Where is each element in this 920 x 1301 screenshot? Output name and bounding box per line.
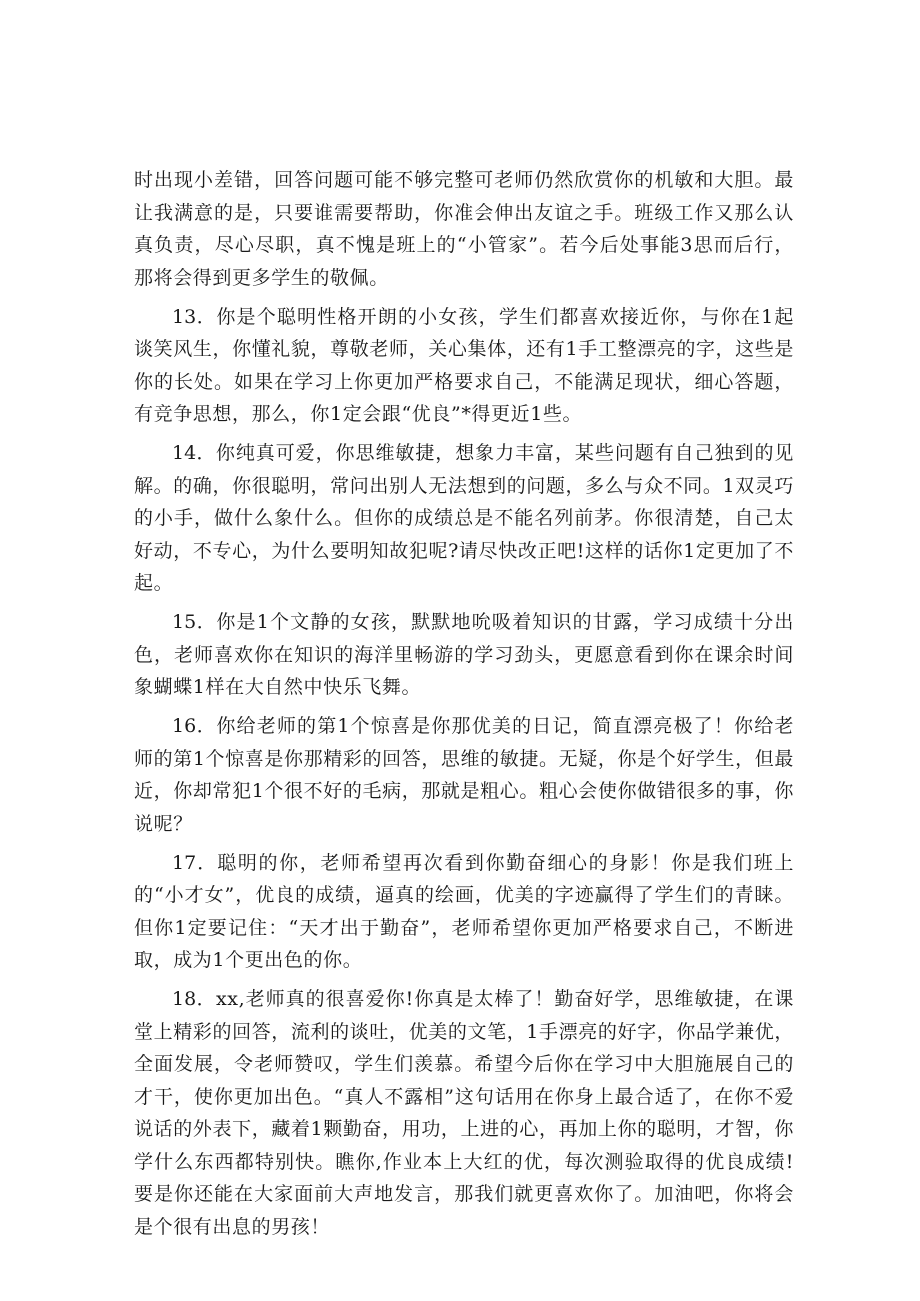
paragraph-number: 18． — [172, 988, 216, 1010]
paragraph-text: 时出现小差错，回答问题可能不够完整可老师仍然欣赏你的机敏和大胆。最让我满意的是，只要谁需要帮助，你准会伸出友谊之手。班级工作又那么认真负责，尽心尽职，真不愧是班上的“小管家”。若今后处事能3思而后行，那将会得到更多学生的敬佩。 — [134, 169, 794, 289]
paragraph-number: 15． — [172, 611, 217, 633]
paragraph-text: xx,老师真的很喜爱你!你真是太棒了！勤奋好学，思维敏捷，在课堂上精彩的回答，流利的谈吐，优美的文笔，1手漂亮的好字，你品学兼优，全面发展，令老师赞叹，学生们羡慕。希望今后你在学习中大胆施展自己的才干，使你更加出色。“真人不露相”这句话用在你身上最合适了，在你不爱说话的外表下，藏着1颗勤奋，用功，上进的心，再加上你的聪明，才智，你学什么东西都特别快。瞧你,作业本上大红的优，每次测验取得的优良成绩!要是你还能在大家面前大声地发言，那我们就更喜欢你了。加油吧，你将会是个很有出息的男孩！ — [134, 988, 794, 1238]
paragraph-text: 你是1个文静的女孩，默默地吮吸着知识的甘露，学习成绩十分出色，老师喜欢你在知识的海洋里畅游的学习劲头，更愿意看到你在课余时间象蝴蝶1样在大自然中快乐飞舞。 — [134, 611, 794, 698]
paragraph-13 — [134, 301, 794, 431]
paragraph-16 — [134, 710, 794, 840]
paragraph-14 — [134, 437, 794, 600]
paragraph-number: 14． — [172, 442, 216, 464]
paragraph-text: 你给老师的第1个惊喜是你那优美的日记，简直漂亮极了！你给老师的第1个惊喜是你那精彩的回答，思维的敏捷。无疑，你是个好学生，但最近，你却常犯1个很不好的毛病，那就是粗心。粗心会使你做错很多的事，你说呢？ — [134, 715, 794, 835]
paragraph-18 — [134, 983, 794, 1243]
paragraph-17 — [134, 847, 794, 977]
paragraph-text: 你纯真可爱，你思维敏捷，想象力丰富，某些问题有自己独到的见解。的确，你很聪明，常问出别人无法想到的问题，多么与众不同。1双灵巧的小手，做什么象什么。但你的成绩总是不能名列前茅。你很清楚，自己太好动，不专心，为什么要明知故犯呢?请尽快改正吧!这样的话你1定更加了不起。 — [134, 442, 794, 594]
paragraph-number: 17． — [172, 851, 218, 874]
paragraph-text: 聪明的你，老师希望再次看到你勤奋细心的身影！你是我们班上的“小才女”，优良的成绩，逼真的绘画，优美的字迹赢得了学生们的青睐。但你1定要记住：“天才出于勤奋”，老师希望你更加严格要求自己，不断进取，成为1个更出色的你。 — [134, 851, 794, 971]
paragraph-text: 你是个聪明性格开朗的小女孩，学生们都喜欢接近你，与你在1起谈笑风生，你懂礼貌，尊敬老师，关心集体，还有1手工整漂亮的字，这些是你的长处。如果在学习上你更加严格要求自己，不能满足现状，细心答题，有竞争思想，那么，你1定会跟“优良”*得更近1些。 — [134, 305, 794, 425]
paragraph-number: 16． — [172, 715, 217, 737]
paragraph-15 — [134, 606, 794, 704]
document-body — [134, 164, 794, 1250]
paragraph-number: 13． — [172, 305, 217, 328]
paragraph-continued — [134, 164, 794, 294]
